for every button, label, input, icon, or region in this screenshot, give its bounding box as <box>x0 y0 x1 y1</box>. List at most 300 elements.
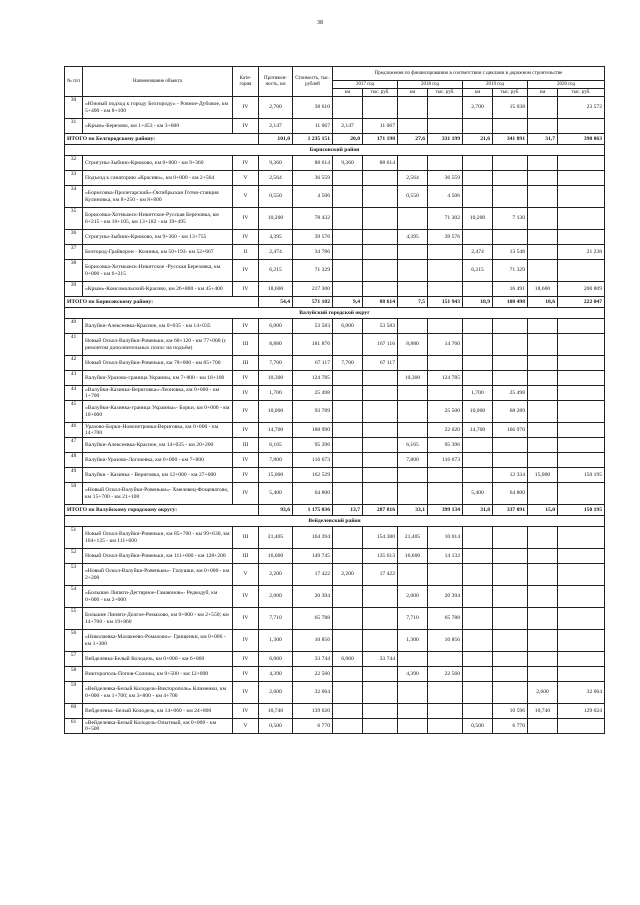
category: IV <box>233 667 259 682</box>
km-2018: 21,405 <box>398 527 428 549</box>
km-2017 <box>333 334 363 356</box>
km-2020 <box>528 719 558 734</box>
total-k17: 9,4 <box>333 297 363 308</box>
category: IV <box>233 156 259 171</box>
table-row <box>65 245 605 260</box>
table-row <box>65 156 605 171</box>
km-2020 <box>528 423 558 438</box>
rub-2019 <box>493 230 528 245</box>
km-2019 <box>463 334 493 356</box>
table-row <box>65 319 605 334</box>
km-2018 <box>398 119 428 134</box>
km-2019 <box>463 704 493 719</box>
header-proposals: Предложения по финансированию в соответствии с циклами в дорожном строительстве <box>333 67 605 81</box>
object-name: Борисовка-Хотмыжск-Никитское-Русская Березовка, км 6+215 - км 10+105, км 13+182 - км 19+495 <box>83 208 233 230</box>
table-row <box>65 549 605 564</box>
total-r20: 390 863 <box>558 134 605 145</box>
rub-2020 <box>558 334 605 356</box>
length-km: 6,215 <box>259 260 293 282</box>
row-number: 34 <box>65 186 83 208</box>
rub-2017 <box>363 630 398 652</box>
total-r20: 222 047 <box>558 297 605 308</box>
km-2020 <box>528 230 558 245</box>
rub-2019 <box>493 171 528 186</box>
km-2020 <box>528 171 558 186</box>
rub-2019: 68 289 <box>493 401 528 423</box>
km-2017: 9,360 <box>333 156 363 171</box>
rub-2017 <box>363 386 398 401</box>
cost: 32 064 <box>293 682 333 704</box>
km-2018: 2,564 <box>398 171 428 186</box>
rub-2019: 64 800 <box>493 483 528 505</box>
rub-2017 <box>363 586 398 608</box>
rub-2019 <box>493 319 528 334</box>
rub-2017 <box>363 667 398 682</box>
row-number: 51 <box>65 527 83 549</box>
total-cost: 1 235 151 <box>293 134 333 145</box>
km-2019 <box>463 319 493 334</box>
table-row <box>65 119 605 134</box>
rub-2018: 22 560 <box>428 667 463 682</box>
rub-2020 <box>558 186 605 208</box>
rub-2018: 4 506 <box>428 186 463 208</box>
rub-2017 <box>363 97 398 119</box>
total-r18: 151 943 <box>428 297 463 308</box>
district-header-row <box>65 145 605 156</box>
total-k20: 31,7 <box>528 134 558 145</box>
category: IV <box>233 586 259 608</box>
km-2017 <box>333 608 363 630</box>
cost: 162 529 <box>293 468 333 483</box>
category: III <box>233 549 259 564</box>
km-2018 <box>398 156 428 171</box>
rub-2020 <box>558 401 605 423</box>
km-2020 <box>528 527 558 549</box>
row-number: 47 <box>65 438 83 453</box>
total-len: 93,6 <box>259 505 293 516</box>
rub-2018 <box>428 682 463 704</box>
rub-2017: 167 116 <box>363 334 398 356</box>
rub-2020 <box>558 371 605 386</box>
table-row <box>65 453 605 468</box>
rub-2018 <box>428 564 463 586</box>
rub-2017 <box>363 682 398 704</box>
cost: 17 422 <box>293 564 333 586</box>
km-2019 <box>463 230 493 245</box>
km-2020 <box>528 438 558 453</box>
category: IV <box>233 230 259 245</box>
object-name: «Большие Липяги-Дегтярное-Гамаюнов»- Редкодуб, км 0+000 - км 2+000 <box>83 586 233 608</box>
rub-2017 <box>363 186 398 208</box>
district-name: Валуйский городской округ <box>65 308 605 319</box>
rub-2019 <box>493 682 528 704</box>
total-k20: 18,6 <box>528 297 558 308</box>
rub-2017: 88 614 <box>363 156 398 171</box>
km-2020 <box>528 186 558 208</box>
km-2020 <box>528 667 558 682</box>
category: II <box>233 245 259 260</box>
length-km: 10,740 <box>259 704 293 719</box>
category: IV <box>233 401 259 423</box>
rub-2018: 65 788 <box>428 608 463 630</box>
km-2017 <box>333 453 363 468</box>
length-km: 18,600 <box>259 282 293 297</box>
cost: 65 788 <box>293 608 333 630</box>
km-2019 <box>463 186 493 208</box>
total-len: 101,0 <box>259 134 293 145</box>
cost: 36 559 <box>293 171 333 186</box>
rub-2018 <box>428 704 463 719</box>
category: IV <box>233 208 259 230</box>
rub-2017: 17 422 <box>363 564 398 586</box>
total-r17: 88 614 <box>363 297 398 308</box>
row-number: 30 <box>65 97 83 119</box>
total-row <box>65 297 605 308</box>
category: IV <box>233 423 259 438</box>
rub-2018 <box>428 483 463 505</box>
table-row <box>65 608 605 630</box>
total-r19: 341 891 <box>493 134 528 145</box>
row-number: 46 <box>65 423 83 438</box>
total-row <box>65 134 605 145</box>
cost: 20 394 <box>293 586 333 608</box>
km-2017 <box>333 371 363 386</box>
cost: 164 394 <box>293 527 333 549</box>
header-name: Наименование объекта <box>83 67 233 97</box>
km-2020 <box>528 483 558 505</box>
rub-2020 <box>558 386 605 401</box>
category: V <box>233 171 259 186</box>
cost: 116 673 <box>293 453 333 468</box>
km-2017 <box>333 386 363 401</box>
total-r20: 150 195 <box>558 505 605 516</box>
km-2018 <box>398 208 428 230</box>
km-2018 <box>398 682 428 704</box>
header-rub: тыс. руб. <box>363 89 398 97</box>
rub-2019: 6 770 <box>493 719 528 734</box>
km-2018: 7,710 <box>398 608 428 630</box>
km-2017 <box>333 186 363 208</box>
km-2019: 6,215 <box>463 260 493 282</box>
header-km: км <box>463 89 493 97</box>
km-2020: 15,000 <box>528 468 558 483</box>
km-2017 <box>333 719 363 734</box>
km-2018: 4,390 <box>398 667 428 682</box>
header-length: Протяжен-ность, км <box>259 67 293 97</box>
rub-2020 <box>558 608 605 630</box>
km-2019: 5,400 <box>463 483 493 505</box>
km-2020 <box>528 156 558 171</box>
district-header-row <box>65 308 605 319</box>
rub-2018: 14 760 <box>428 334 463 356</box>
category: IV <box>233 453 259 468</box>
km-2018 <box>398 652 428 667</box>
rub-2017: 11 067 <box>363 119 398 134</box>
total-k17: 13,7 <box>333 505 363 516</box>
header-year-2017: 2017 год <box>333 81 398 89</box>
row-number: 49 <box>65 468 83 483</box>
rub-2019 <box>493 630 528 652</box>
total-r18: 399 134 <box>428 505 463 516</box>
object-name: Валуйки - Казинка - Вериговка, км 12+000 - км 27+000 <box>83 468 233 483</box>
length-km: 4,390 <box>259 667 293 682</box>
rub-2019: 13 548 <box>493 245 528 260</box>
rub-2018 <box>428 652 463 667</box>
km-2019 <box>463 527 493 549</box>
total-k17: 20,0 <box>333 134 363 145</box>
table-row <box>65 260 605 282</box>
rub-2019 <box>493 334 528 356</box>
header-km: км <box>333 89 363 97</box>
category: IV <box>233 652 259 667</box>
rub-2019 <box>493 371 528 386</box>
rub-2019: 15 038 <box>493 97 528 119</box>
object-name: «Валуйки-Казинка-граница Украины»- Борки, км 0+000 - км 10+000 <box>83 401 233 423</box>
object-name: Новый Оскол-Валуйки-Ровеньки, км 68+120 - км 77+000 (с ремонтом дополнительных полос на подъём) <box>83 334 233 356</box>
row-number: 52 <box>65 549 83 564</box>
km-2020 <box>528 319 558 334</box>
km-2017 <box>333 682 363 704</box>
length-km: 8,880 <box>259 334 293 356</box>
row-number: 32 <box>65 156 83 171</box>
rub-2020 <box>558 423 605 438</box>
km-2020 <box>528 386 558 401</box>
cost: 181 876 <box>293 334 333 356</box>
rub-2017 <box>363 468 398 483</box>
total-k18: 33,1 <box>398 505 428 516</box>
km-2017: 6,060 <box>333 652 363 667</box>
financing-table <box>64 66 605 734</box>
table-row <box>65 334 605 356</box>
object-name: Валуйки-Алексеевка-Красное, км 14+035 - км 20+200 <box>83 438 233 453</box>
total-r18: 331 199 <box>428 134 463 145</box>
cost: 64 800 <box>293 483 333 505</box>
km-2019 <box>463 171 493 186</box>
km-2017 <box>333 423 363 438</box>
row-number: 37 <box>65 245 83 260</box>
rub-2018 <box>428 119 463 134</box>
object-name: «Николаевка-Малакеево-Ромахово»- Грищенки, км 0+000 - км 1+300 <box>83 630 233 652</box>
rub-2020 <box>558 630 605 652</box>
length-km: 7,700 <box>259 356 293 371</box>
table-row <box>65 667 605 682</box>
length-km: 2,000 <box>259 586 293 608</box>
object-name: Стригуны-Зыбино-Крюково, км 9+360 - км 13+755 <box>83 230 233 245</box>
object-name: «Валуйки-Казинка-Вериговка»-Леоновка, км 0+000 - км 1+700 <box>83 386 233 401</box>
table-row <box>65 97 605 119</box>
header-rub: тыс. руб. <box>558 89 605 97</box>
cost: 33 744 <box>293 652 333 667</box>
km-2018 <box>398 423 428 438</box>
km-2018: 0,550 <box>398 186 428 208</box>
cost: 149 745 <box>293 549 333 564</box>
header-category: Кате-гория <box>233 67 259 97</box>
length-km: 2,600 <box>259 682 293 704</box>
km-2020 <box>528 371 558 386</box>
category: III <box>233 334 259 356</box>
object-name: Новый Оскол-Валуйки-Ровеньки, км 111+600 - км 128+200 <box>83 549 233 564</box>
km-2018 <box>398 401 428 423</box>
total-k20: 15,0 <box>528 505 558 516</box>
km-2019 <box>463 667 493 682</box>
rub-2019 <box>493 438 528 453</box>
rub-2018: 10 856 <box>428 630 463 652</box>
table-row <box>65 401 605 423</box>
object-name: «Крым»-Березово, км 1+453 - км 3+600 <box>83 119 233 134</box>
table-row <box>65 682 605 704</box>
object-name: Стригуны-Зыбино-Крюково, км 0+000 - км 9+360 <box>83 156 233 171</box>
km-2017 <box>333 438 363 453</box>
length-km: 21,405 <box>259 527 293 549</box>
object-name: Новый Оскол-Валуйки-Ровеньки, км 85+700 - км 99+630, км 104+125 - км 111+600 <box>83 527 233 549</box>
rub-2020 <box>558 260 605 282</box>
object-name: «Вейделевка-Белый Колодезь-Опытный, км 0+000 - км 0+500 <box>83 719 233 734</box>
rub-2017 <box>363 371 398 386</box>
km-2018: 7,800 <box>398 453 428 468</box>
rub-2019: 166 970 <box>493 423 528 438</box>
rub-2018: 20 394 <box>428 586 463 608</box>
rub-2018: 71 302 <box>428 208 463 230</box>
rub-2018: 14 132 <box>428 549 463 564</box>
rub-2019 <box>493 564 528 586</box>
rub-2018 <box>428 386 463 401</box>
category: IV <box>233 483 259 505</box>
length-km: 7,710 <box>259 608 293 630</box>
length-km: 7,800 <box>259 453 293 468</box>
row-number: 56 <box>65 630 83 652</box>
km-2017: 2,147 <box>333 119 363 134</box>
length-km: 10,200 <box>259 208 293 230</box>
table-row <box>65 704 605 719</box>
km-2017 <box>333 527 363 549</box>
object-name: «Новый Оскол-Валуйки-Ровеньки»- Хмелевец-Фощеватово, км 15+700 - км 21+100 <box>83 483 233 505</box>
cost: 4 506 <box>293 186 333 208</box>
rub-2017: 33 744 <box>363 652 398 667</box>
rub-2018 <box>428 245 463 260</box>
category: IV <box>233 704 259 719</box>
row-number: 35 <box>65 208 83 230</box>
km-2018: 10,300 <box>398 371 428 386</box>
length-km: 10,000 <box>259 401 293 423</box>
object-name: Новый Оскол-Валуйки-Ровеньки, км 78+000 - км 85+700 <box>83 356 233 371</box>
length-km: 15,000 <box>259 468 293 483</box>
rub-2018 <box>428 97 463 119</box>
km-2019: 10,000 <box>463 401 493 423</box>
km-2018 <box>398 468 428 483</box>
object-name: «Борисовка-Пролетарский»-Октябрьская Готня-станция Кулиновка, км 8+250 - км 8+800 <box>83 186 233 208</box>
length-km: 14,700 <box>259 423 293 438</box>
km-2020 <box>528 630 558 652</box>
rub-2020 <box>558 453 605 468</box>
rub-2017 <box>363 260 398 282</box>
rub-2019: 7 130 <box>493 208 528 230</box>
km-2018: 4,395 <box>398 230 428 245</box>
length-km: 1,300 <box>259 630 293 652</box>
km-2019 <box>463 282 493 297</box>
rub-2019 <box>493 608 528 630</box>
row-number: 48 <box>65 453 83 468</box>
rub-2018 <box>428 282 463 297</box>
cost: 67 117 <box>293 356 333 371</box>
object-name: Борисовка-Хотмыжск-Никитское -Русская Березовка, км 0+000 - км 6+215 <box>83 260 233 282</box>
category: IV <box>233 119 259 134</box>
km-2019 <box>463 119 493 134</box>
header-cost: Стоимость, тыс. рублей <box>293 67 333 97</box>
km-2018: 1,300 <box>398 630 428 652</box>
table-row <box>65 564 605 586</box>
km-2019 <box>463 630 493 652</box>
km-2018 <box>398 704 428 719</box>
object-name: Уразово-Борки-Новопетровка-Вериговка, км 0+000 - км 14+700 <box>83 423 233 438</box>
length-km: 2,474 <box>259 245 293 260</box>
km-2017 <box>333 704 363 719</box>
length-km: 2,700 <box>259 97 293 119</box>
rub-2019 <box>493 586 528 608</box>
km-2020 <box>528 97 558 119</box>
cost: 11 067 <box>293 119 333 134</box>
object-name: Валуйки-Уразово-граница Украины, км 7+800 - км 18+100 <box>83 371 233 386</box>
total-k19: 21,6 <box>463 134 493 145</box>
rub-2017 <box>363 423 398 438</box>
object-name: «Новый Оскол-Валуйки-Ровеньки»- Галушки, км 0+000 - км 2+200 <box>83 564 233 586</box>
km-2018 <box>398 282 428 297</box>
table-row <box>65 719 605 734</box>
rub-2020 <box>558 549 605 564</box>
rub-2020: 200 809 <box>558 282 605 297</box>
row-number: 57 <box>65 652 83 667</box>
category: IV <box>233 260 259 282</box>
km-2019: 2,700 <box>463 97 493 119</box>
km-2017: 2,200 <box>333 564 363 586</box>
rub-2020 <box>558 586 605 608</box>
total-len: 54,4 <box>259 297 293 308</box>
km-2019: 2,474 <box>463 245 493 260</box>
row-number: 31 <box>65 119 83 134</box>
rub-2020 <box>558 438 605 453</box>
header-year-2020: 2020 год <box>528 81 605 89</box>
table-row <box>65 423 605 438</box>
header-km: км <box>528 89 558 97</box>
km-2019 <box>463 586 493 608</box>
rub-2018: 95 396 <box>428 438 463 453</box>
category: III <box>233 438 259 453</box>
row-number: 38 <box>65 260 83 282</box>
table-row <box>65 230 605 245</box>
rub-2019: 10 596 <box>493 704 528 719</box>
length-km: 4,395 <box>259 230 293 245</box>
table-row <box>65 371 605 386</box>
rub-2018: 116 673 <box>428 453 463 468</box>
length-km: 6,000 <box>259 319 293 334</box>
rub-2017 <box>363 245 398 260</box>
km-2017 <box>333 260 363 282</box>
cost: 39 576 <box>293 230 333 245</box>
km-2017 <box>333 667 363 682</box>
cost: 217 300 <box>293 282 333 297</box>
length-km: 2,200 <box>259 564 293 586</box>
km-2018 <box>398 260 428 282</box>
table-row <box>65 438 605 453</box>
rub-2018 <box>428 719 463 734</box>
km-2017 <box>333 245 363 260</box>
rub-2018 <box>428 356 463 371</box>
district-name: Вейделевский район <box>65 516 605 527</box>
rub-2019 <box>493 119 528 134</box>
rub-2019 <box>493 156 528 171</box>
row-number: 60 <box>65 704 83 719</box>
total-row <box>65 505 605 516</box>
rub-2020 <box>558 156 605 171</box>
